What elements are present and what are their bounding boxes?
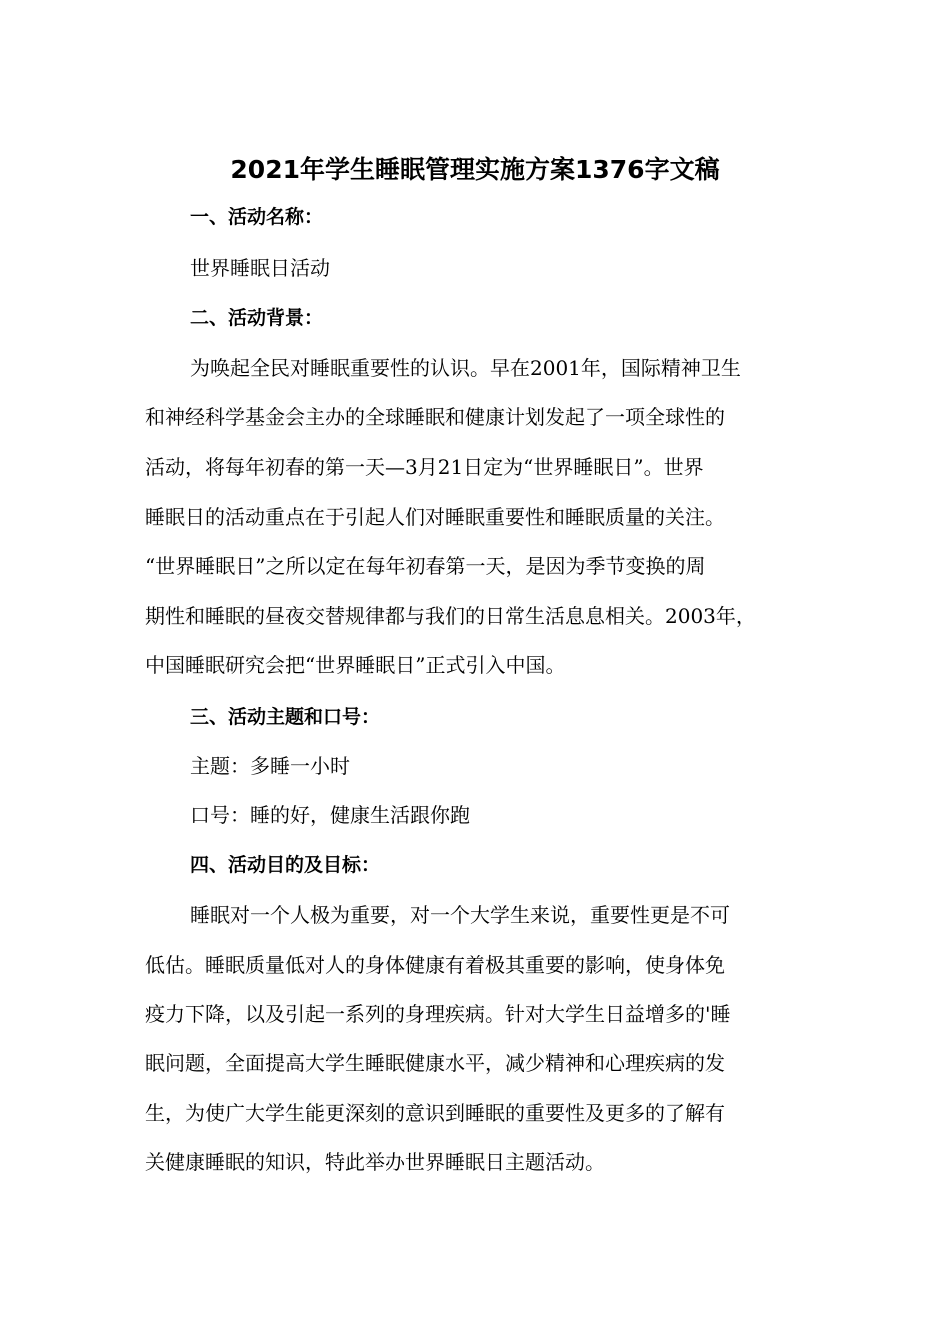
paragraph-line: 眠问题，全面提高大学生睡眠健康水平，减少精神和心理疾病的发 [145,1051,725,1075]
document-title: 2021年学生睡眠管理实施方案1376字文稿 [230,155,720,184]
paragraph-line: 世界睡眠日活动 [190,256,330,280]
section-heading-4: 四、活动目的及目标： [190,854,381,876]
section-heading-1: 一、活动名称： [190,206,324,228]
paragraph-line: 主题：多睡一小时 [190,754,350,778]
paragraph-line: 和神经科学基金会主办的全球睡眠和健康计划发起了一项全球性的 [145,405,725,429]
paragraph-line: 低估。睡眠质量低对人的身体健康有着极其重要的影响，使身体免 [145,953,725,977]
paragraph-line: 睡眠对一个人极为重要，对一个大学生来说，重要性更是不可 [190,903,730,927]
section-heading-3: 三、活动主题和口号： [190,706,381,728]
section-heading-2: 二、活动背景： [190,307,324,329]
paragraph-line: 期性和睡眠的昼夜交替规律都与我们的日常生活息息相关。2003年， [145,604,756,628]
paragraph-line: 关健康睡眠的知识，特此举办世界睡眠日主题活动。 [145,1150,605,1174]
paragraph-line: 疫力下降，以及引起一系列的身理疾病。针对大学生日益增多的'睡 [145,1002,731,1026]
paragraph-line: 睡眠日的活动重点在于引起人们对睡眠重要性和睡眠质量的关注。 [145,505,725,529]
paragraph-line: 为唤起全民对睡眠重要性的认识。早在2001年，国际精神卫生 [190,356,741,380]
paragraph-line: 生，为使广大学生能更深刻的意识到睡眠的重要性及更多的了解有 [145,1101,725,1125]
paragraph-line: 口号：睡的好，健康生活跟你跑 [190,803,470,827]
paragraph-line: “世界睡眠日”之所以定在每年初春第一天，是因为季节变换的周 [145,554,706,578]
paragraph-line: 中国睡眠研究会把“世界睡眠日”正式引入中国。 [145,653,566,677]
paragraph-line: 活动，将每年初春的第一天—3月21日定为“世界睡眠日”。世界 [145,455,704,479]
